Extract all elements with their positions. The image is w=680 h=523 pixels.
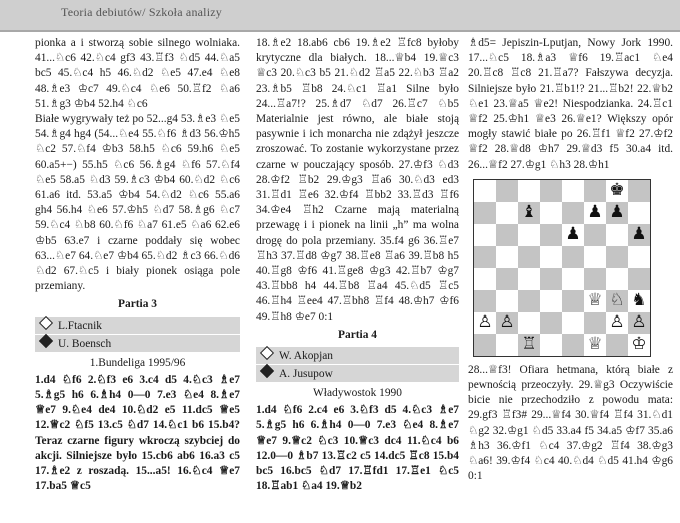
black-diamond-icon xyxy=(260,364,274,378)
white-player-name: L.Ftacnik xyxy=(58,319,102,332)
square-e2 xyxy=(562,312,584,334)
square-c6 xyxy=(518,224,540,246)
square-f3: ♕ xyxy=(584,290,606,312)
square-a7 xyxy=(474,202,496,224)
chess-diagram xyxy=(473,179,673,357)
black-diamond-icon xyxy=(39,334,53,348)
game-4-title: Partia 4 xyxy=(338,328,377,341)
game-3-moves: 1.d4 ♘f6 2.♘f3 e6 3.c4 d5 4.♘c3 ♗e7 5.♗g5 h6 6.♗h4 0—0 7.e3 ♘e4 8.♗e7 ♕e7 9.♘e4 de4 10.♘d2 e5 11.dc5 ♕e5 12.♕c2 ♘f5 13.c5 ♘d7 14.♘c1 b6 15.b4? Teraz czarne figury wkroczą szybciej do akcji. Silniejsze było 15.cb6 ab6 16.a3 c5 17.♗e2 z roszadą. 15...a5! 16.♘c4 ♕e7 17.ba5 ♕c5 xyxy=(35,373,240,493)
square-b7 xyxy=(496,202,518,224)
square-e8 xyxy=(562,180,584,202)
square-h6: ♟ xyxy=(628,224,650,246)
white-player-name: W. Akopjan xyxy=(279,350,333,363)
game-4-moves: 1.d4 ♘f6 2.c4 e6 3.♘f3 d5 4.♘c3 ♗e7 5.♗g5 h6 6.♗h4 0—0 7.e3 ♘e4 8.♗e7 ♕e7 9.♕c2 ♘c3 10.♕c3 dc4 11.♘c4 b6 12.0—0 ♗b7 13.♖c2 c5 14.dc5 ♖c8 15.b4 bc5 16.bc5 ♘d7 17.♖fd1 17.♖e1 ♘c5 18.♖ab1 ♘a4 19.♕b2 xyxy=(256,404,459,493)
column-3 xyxy=(468,36,673,523)
square-f6 xyxy=(584,224,606,246)
square-a1 xyxy=(474,334,496,356)
square-g4 xyxy=(606,268,628,290)
chess-board xyxy=(473,179,651,357)
square-b5 xyxy=(496,246,518,268)
square-f5 xyxy=(584,246,606,268)
square-b3 xyxy=(496,290,518,312)
square-a5 xyxy=(474,246,496,268)
square-e6: ♟ xyxy=(562,224,584,246)
square-e7 xyxy=(562,202,584,224)
col2-paragraph-1: 18.♗e2 18.ab6 cb6 19.♗e2 ♖fc8 byłoby krytyczne dla białych. 18...♕b4 19.♕c3 ♕c3 20.♘c3 b5 21.♘d2 ♖a5 22.♘b3 ♖a2 23.♗b5 ♖b8 24.♘c1 ♖a1 Silne było 24...♖a7!? 25.♗d7 ♘d7 26.♖c7 ♘b5 Materialnie jest równo, ale białe stoją pasywnie i ich monarcha nie zdążył jeszcze zroszować. To zostanie wykorzystane przez czarne w pouczający sposób. 27.♔f3 ♘d3 28.♔f2 ♖b2 29.♔g3 ♖a6 30.♘d3 ed3 31.♖d1 ♖e6 32.♔f4 ♖bb2 33.♖d3 ♖f6 34.♔e4 ♖h2 Czarne mają materialną przewagę i i pionek na linii „h” ma wolna drogę do pola przemiany. 35.f4 g6 36.♖e7 ♖h3 37.♖d8 ♔g7 38.♖e8 ♖a6 39.♖b8 h5 40.♖g8 ♔f6 41.♖ge8 ♔g3 42.♖b7 ♔g7 43.♖bb8 h4 44.♖b8 ♖a4 45.♘d5 ♖c5 46.♖h4 ♖ee4 47.♖bh8 ♖f4 48.♔h7 ♔f6 49.♖h8 ♔e7 0:1 xyxy=(256,37,459,323)
square-d2 xyxy=(540,312,562,334)
square-e5 xyxy=(562,246,584,268)
square-f2 xyxy=(584,312,606,334)
square-a2: ♙ xyxy=(474,312,496,334)
square-c2 xyxy=(518,312,540,334)
square-g5 xyxy=(606,246,628,268)
header-title: Teoria debiutów/ Szkoła analizy xyxy=(61,5,222,19)
square-g3: ♘ xyxy=(606,290,628,312)
square-d7 xyxy=(540,202,562,224)
square-c5 xyxy=(518,246,540,268)
square-f8 xyxy=(584,180,606,202)
square-d6 xyxy=(540,224,562,246)
column-2 xyxy=(256,36,459,523)
white-diamond-icon xyxy=(39,316,53,330)
page-header xyxy=(0,0,680,30)
col3-paragraph-2: 28...♕f3! Ofiara hetmana, którą białe z pewnością przeoczyły. 29.♕g3 Oczywiście bicie nie przechodziło z powodu mata: 29.gf3 ♖f3# 29...♕f4 30.♕f4 ♖f4 31.♘d1 ♘g2 32.♔g1 ♘d5 33.a4 f5 34.a5 ♔f7 35.a6 ♗h3 36.♔f1 ♘c4 37.♔g2 ♖f4 38.♔g3 ♘a6! 39.♔f4 ♘c4 40.♘d4 ♘d5 41.h4 ♔g6 0:1 xyxy=(468,363,673,483)
square-g2: ♙ xyxy=(606,312,628,334)
black-player-name: U. Boensch xyxy=(58,337,112,350)
square-h4 xyxy=(628,268,650,290)
square-g8: ♚ xyxy=(606,180,628,202)
square-c1: ♖ xyxy=(518,334,540,356)
square-g7: ♟ xyxy=(606,202,628,224)
game-4-white-player xyxy=(256,347,459,364)
square-b6 xyxy=(496,224,518,246)
square-h1: ♔ xyxy=(628,334,650,356)
square-d8 xyxy=(540,180,562,202)
col3-paragraph-1: ♗d5= Jepiszin-Lputjan, Nowy Jork 1990. 17...♘c5 18.♗a3 ♕f6 19.♖ac1 ♘e4 20.♖c8 ♖c8 21.♖a7? Fałszywa decyzja. Silniejsze było 21.♖b1!? 21...♖b2! 22.♕b2 ♘e1 23.♕a5 ♕e2! Niespodzianka. 24.♖c1 ♕f2 25.♔h1 ♕e3 26.♕e1? Większy opór mogły stawić białe po 26.♖f1 ♕f2 27.♔f2 ♕f2 28.♕d8 ♔h7 29.♕d3 f5 30.a4 itd. 26...♕f2 27.♔g1 ♘h3 28.♔h1 xyxy=(468,37,673,171)
column-1 xyxy=(35,36,240,523)
square-a3 xyxy=(474,290,496,312)
square-g6 xyxy=(606,224,628,246)
game-3-title: Partia 3 xyxy=(118,298,157,311)
col1-paragraph-1: pionka a i stworzą sobie silnego wolniaka. 41...♘c6 42.♘c4 gf3 43.♖f3 ♘d5 44.♘a5 bc5 45.♘c4 h5 46.♘d2 ♘e5 47.e4 ♘e8 48.♗e3 ♔c7 49.♘c4 ♘e6 50.♖f2 ♘a6 51.♗g3 ♔b4 52.h4 ♘c6 xyxy=(35,37,240,110)
square-c3 xyxy=(518,290,540,312)
header-divider xyxy=(0,30,680,32)
square-h7 xyxy=(628,202,650,224)
square-e4 xyxy=(562,268,584,290)
square-b8 xyxy=(496,180,518,202)
square-f7: ♟ xyxy=(584,202,606,224)
square-c8 xyxy=(518,180,540,202)
square-h5 xyxy=(628,246,650,268)
square-a8 xyxy=(474,180,496,202)
game-4-event: Władywostok 1990 xyxy=(313,387,402,400)
square-c4 xyxy=(518,268,540,290)
game-3-white-player xyxy=(35,317,240,334)
square-a4 xyxy=(474,268,496,290)
square-b4 xyxy=(496,268,518,290)
square-d1 xyxy=(540,334,562,356)
square-g1 xyxy=(606,334,628,356)
square-h8 xyxy=(628,180,650,202)
square-h2: ♙ xyxy=(628,312,650,334)
square-h3: ♞ xyxy=(628,290,650,312)
game-3-black-player xyxy=(35,335,240,352)
square-b2: ♙ xyxy=(496,312,518,334)
square-d4 xyxy=(540,268,562,290)
col1-paragraph-2: Białe wygrywały też po 52...g4 53.♗e3 ♘e5 54.♗g4 hg4 (54...♘e4 55.♘f6 ♗d3 56.♔h5 ♘c2 57.♘f4 ♔b3 58.h5 ♘c6 59.h6 ♘e5 60.a5+−) 55.h5 ♘c6 56.♗g4 ♘f6 57.♘f4 ♘e5 58.a5 ♘d3 59.♗c3 ♔b4 60.♘d2 ♘c6 61.a6 itd. 53.a5 ♔b4 54.♘d2 ♘c6 55.a6 gh4 56.h4 ♘e6 57.♔h5 ♘d7 58.♗g6 ♘c7 59.♘c4 ♘b8 60.♘f6 ♘a7 61.e5 ♘a6 62.e6 ♔b5 63.e7 i czarne poddały się wobec 63...♘e7 64.♘e7 ♔b4 65.♘d2 ♗c3 66.♘d6 ♘d2 67.♘c5 i biały pionek osiąga pole przemiany. xyxy=(35,113,240,293)
square-d3 xyxy=(540,290,562,312)
game-4-black-player xyxy=(256,365,459,382)
white-diamond-icon xyxy=(260,346,274,360)
square-e3 xyxy=(562,290,584,312)
square-f4 xyxy=(584,268,606,290)
square-f1: ♕ xyxy=(584,334,606,356)
black-player-name: A. Jusupow xyxy=(279,368,333,381)
square-e1 xyxy=(562,334,584,356)
square-b1 xyxy=(496,334,518,356)
square-c7: ♝ xyxy=(518,202,540,224)
square-a6 xyxy=(474,224,496,246)
square-d5 xyxy=(540,246,562,268)
game-3-event: 1.Bundeliga 1995/96 xyxy=(89,356,186,369)
